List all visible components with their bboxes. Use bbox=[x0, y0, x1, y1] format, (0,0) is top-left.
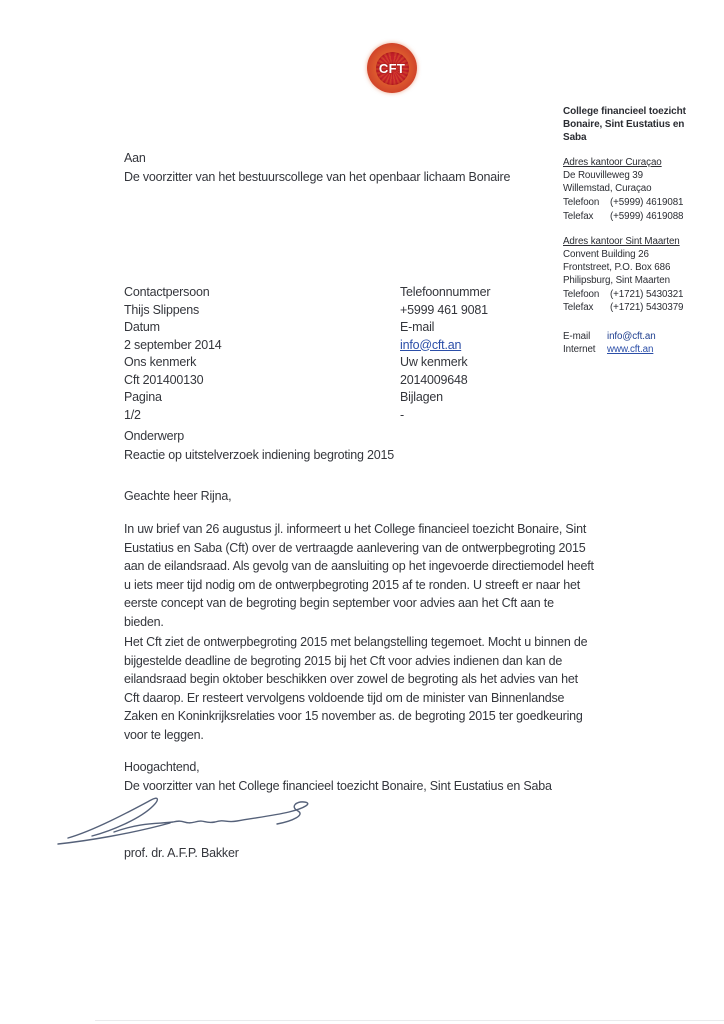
recipient-block bbox=[124, 149, 510, 186]
office-curacao-telefoon-row bbox=[563, 197, 721, 210]
office-sint-maarten-address: Convent Building 26 Frontstreet, P.O. Box 686 Philipsburg, Sint Maarten bbox=[563, 249, 671, 286]
org-name: College financieel toezicht Bonaire, Sint Eustatius en Saba bbox=[563, 106, 686, 143]
subject-value: Reactie op uitstelverzoek indiening begroting 2015 bbox=[124, 447, 395, 462]
closing-block: Hoogachtend, De voorzitter van het College financieel toezicht Bonaire, Sint Eustatius en Saba bbox=[124, 760, 552, 793]
signer-name: prof. dr. A.F.P. Bakker bbox=[124, 846, 239, 860]
uw-kenmerk-value: 2014009648 bbox=[400, 372, 468, 387]
telefoonnummer-label: Telefoonnummer bbox=[400, 285, 491, 299]
office-curacao-telefax-row bbox=[563, 211, 721, 224]
sidebar-internet-label: Internet bbox=[563, 343, 596, 355]
telefax-label: Telefax bbox=[563, 210, 594, 222]
telefoon-value: (+5999) 4619081 bbox=[610, 196, 684, 208]
sidebar-internet-row bbox=[563, 344, 721, 357]
office-curacao bbox=[563, 157, 721, 223]
pagina-value: 1/2 bbox=[124, 407, 141, 422]
office-curacao-heading: Adres kantoor Curaçao bbox=[563, 157, 662, 169]
cft-logo-inner-circle bbox=[376, 52, 409, 85]
pagina-label: Pagina bbox=[124, 390, 162, 404]
sidebar-email-label: E-mail bbox=[563, 331, 591, 343]
uw-kenmerk-label: Uw kenmerk bbox=[400, 355, 468, 369]
bijlagen-value: - bbox=[400, 407, 404, 422]
telefoon-label: Telefoon bbox=[563, 196, 600, 208]
cft-logo bbox=[367, 43, 417, 93]
bijlagen-label: Bijlagen bbox=[400, 390, 443, 404]
office-sint-maarten bbox=[563, 236, 721, 315]
telefoonnummer-value: +5999 461 9081 bbox=[400, 302, 488, 317]
telefoon-value: (+1721) 5430321 bbox=[610, 288, 684, 300]
contactpersoon-value: Thijs Slippens bbox=[124, 302, 200, 317]
office-sint-maarten-telefoon-row bbox=[563, 289, 721, 302]
ons-kenmerk-label: Ons kenmerk bbox=[124, 355, 197, 369]
telefoon-label: Telefoon bbox=[563, 288, 600, 300]
office-sint-maarten-heading: Adres kantoor Sint Maarten bbox=[563, 236, 680, 248]
recipient-line: De voorzitter van het bestuurscollege van het openbaar lichaam Bonaire bbox=[124, 169, 511, 184]
office-sint-maarten-telefax-row bbox=[563, 302, 721, 315]
body-paragraph-1: In uw brief van 26 augustus jl. informeert u het College financieel toezicht Bonaire, Sint Eustatius en Saba (Cft) over de vertraagde aanlevering van de ontwerpbegroting 2015 aan de eilandsraad. Als gevolg van de aansluiting op het ingevoerde directiemodel heeft u iets meer tijd nodig om de ontwerpbegroting 2015 af te ronden. U streeft er naar het eerste concept van de begroting begin september voor advies aan het Cft aan te bieden. bbox=[124, 522, 594, 629]
letterhead-sidebar bbox=[563, 106, 721, 357]
sidebar-email-row bbox=[563, 331, 721, 344]
ons-kenmerk-value: Cft 201400130 bbox=[124, 372, 204, 387]
email-label: E-mail bbox=[400, 320, 435, 334]
telefax-value: (+1721) 5430379 bbox=[610, 302, 684, 314]
signature-scribble bbox=[56, 790, 331, 850]
telefax-value: (+5999) 4619088 bbox=[610, 210, 684, 222]
page-bottom-rule bbox=[95, 1020, 724, 1021]
meta-left-column bbox=[124, 284, 222, 424]
telefax-label: Telefax bbox=[563, 302, 594, 314]
recipient-label: Aan bbox=[124, 151, 146, 165]
email-link[interactable]: info@cft.an bbox=[400, 337, 462, 352]
salutation: Geachte heer Rijna, bbox=[124, 489, 232, 503]
sidebar-email-value[interactable]: info@cft.an bbox=[607, 331, 656, 343]
datum-value: 2 september 2014 bbox=[124, 337, 222, 352]
body-paragraph-2: Het Cft ziet de ontwerpbegroting 2015 met belangstelling tegemoet. Mocht u binnen de bijgestelde deadline de begroting 2015 bij het Cft voor advies indienen dan kan de eilandsraad begin oktober beschikken over zowel de begroting als het advies van het Cft daarop. Er resteert vervolgens voldoende tijd om de minister van Binnenlandse Zaken en Koninkrijksrelaties voor 15 november as. de begroting 2015 ter goedkeuring voor te leggen. bbox=[124, 635, 588, 742]
contactpersoon-label: Contactpersoon bbox=[124, 285, 210, 299]
datum-label: Datum bbox=[124, 320, 160, 334]
cft-logo-text: CFT bbox=[378, 60, 406, 76]
sidebar-website-link[interactable]: www.cft.an bbox=[607, 343, 654, 355]
subject-label: Onderwerp bbox=[124, 429, 185, 443]
meta-right-column bbox=[400, 284, 490, 424]
sidebar-contact-block bbox=[563, 331, 721, 357]
subject-block bbox=[124, 427, 394, 464]
office-curacao-address: De Rouvilleweg 39 Willemstad, Curaçao bbox=[563, 170, 652, 194]
